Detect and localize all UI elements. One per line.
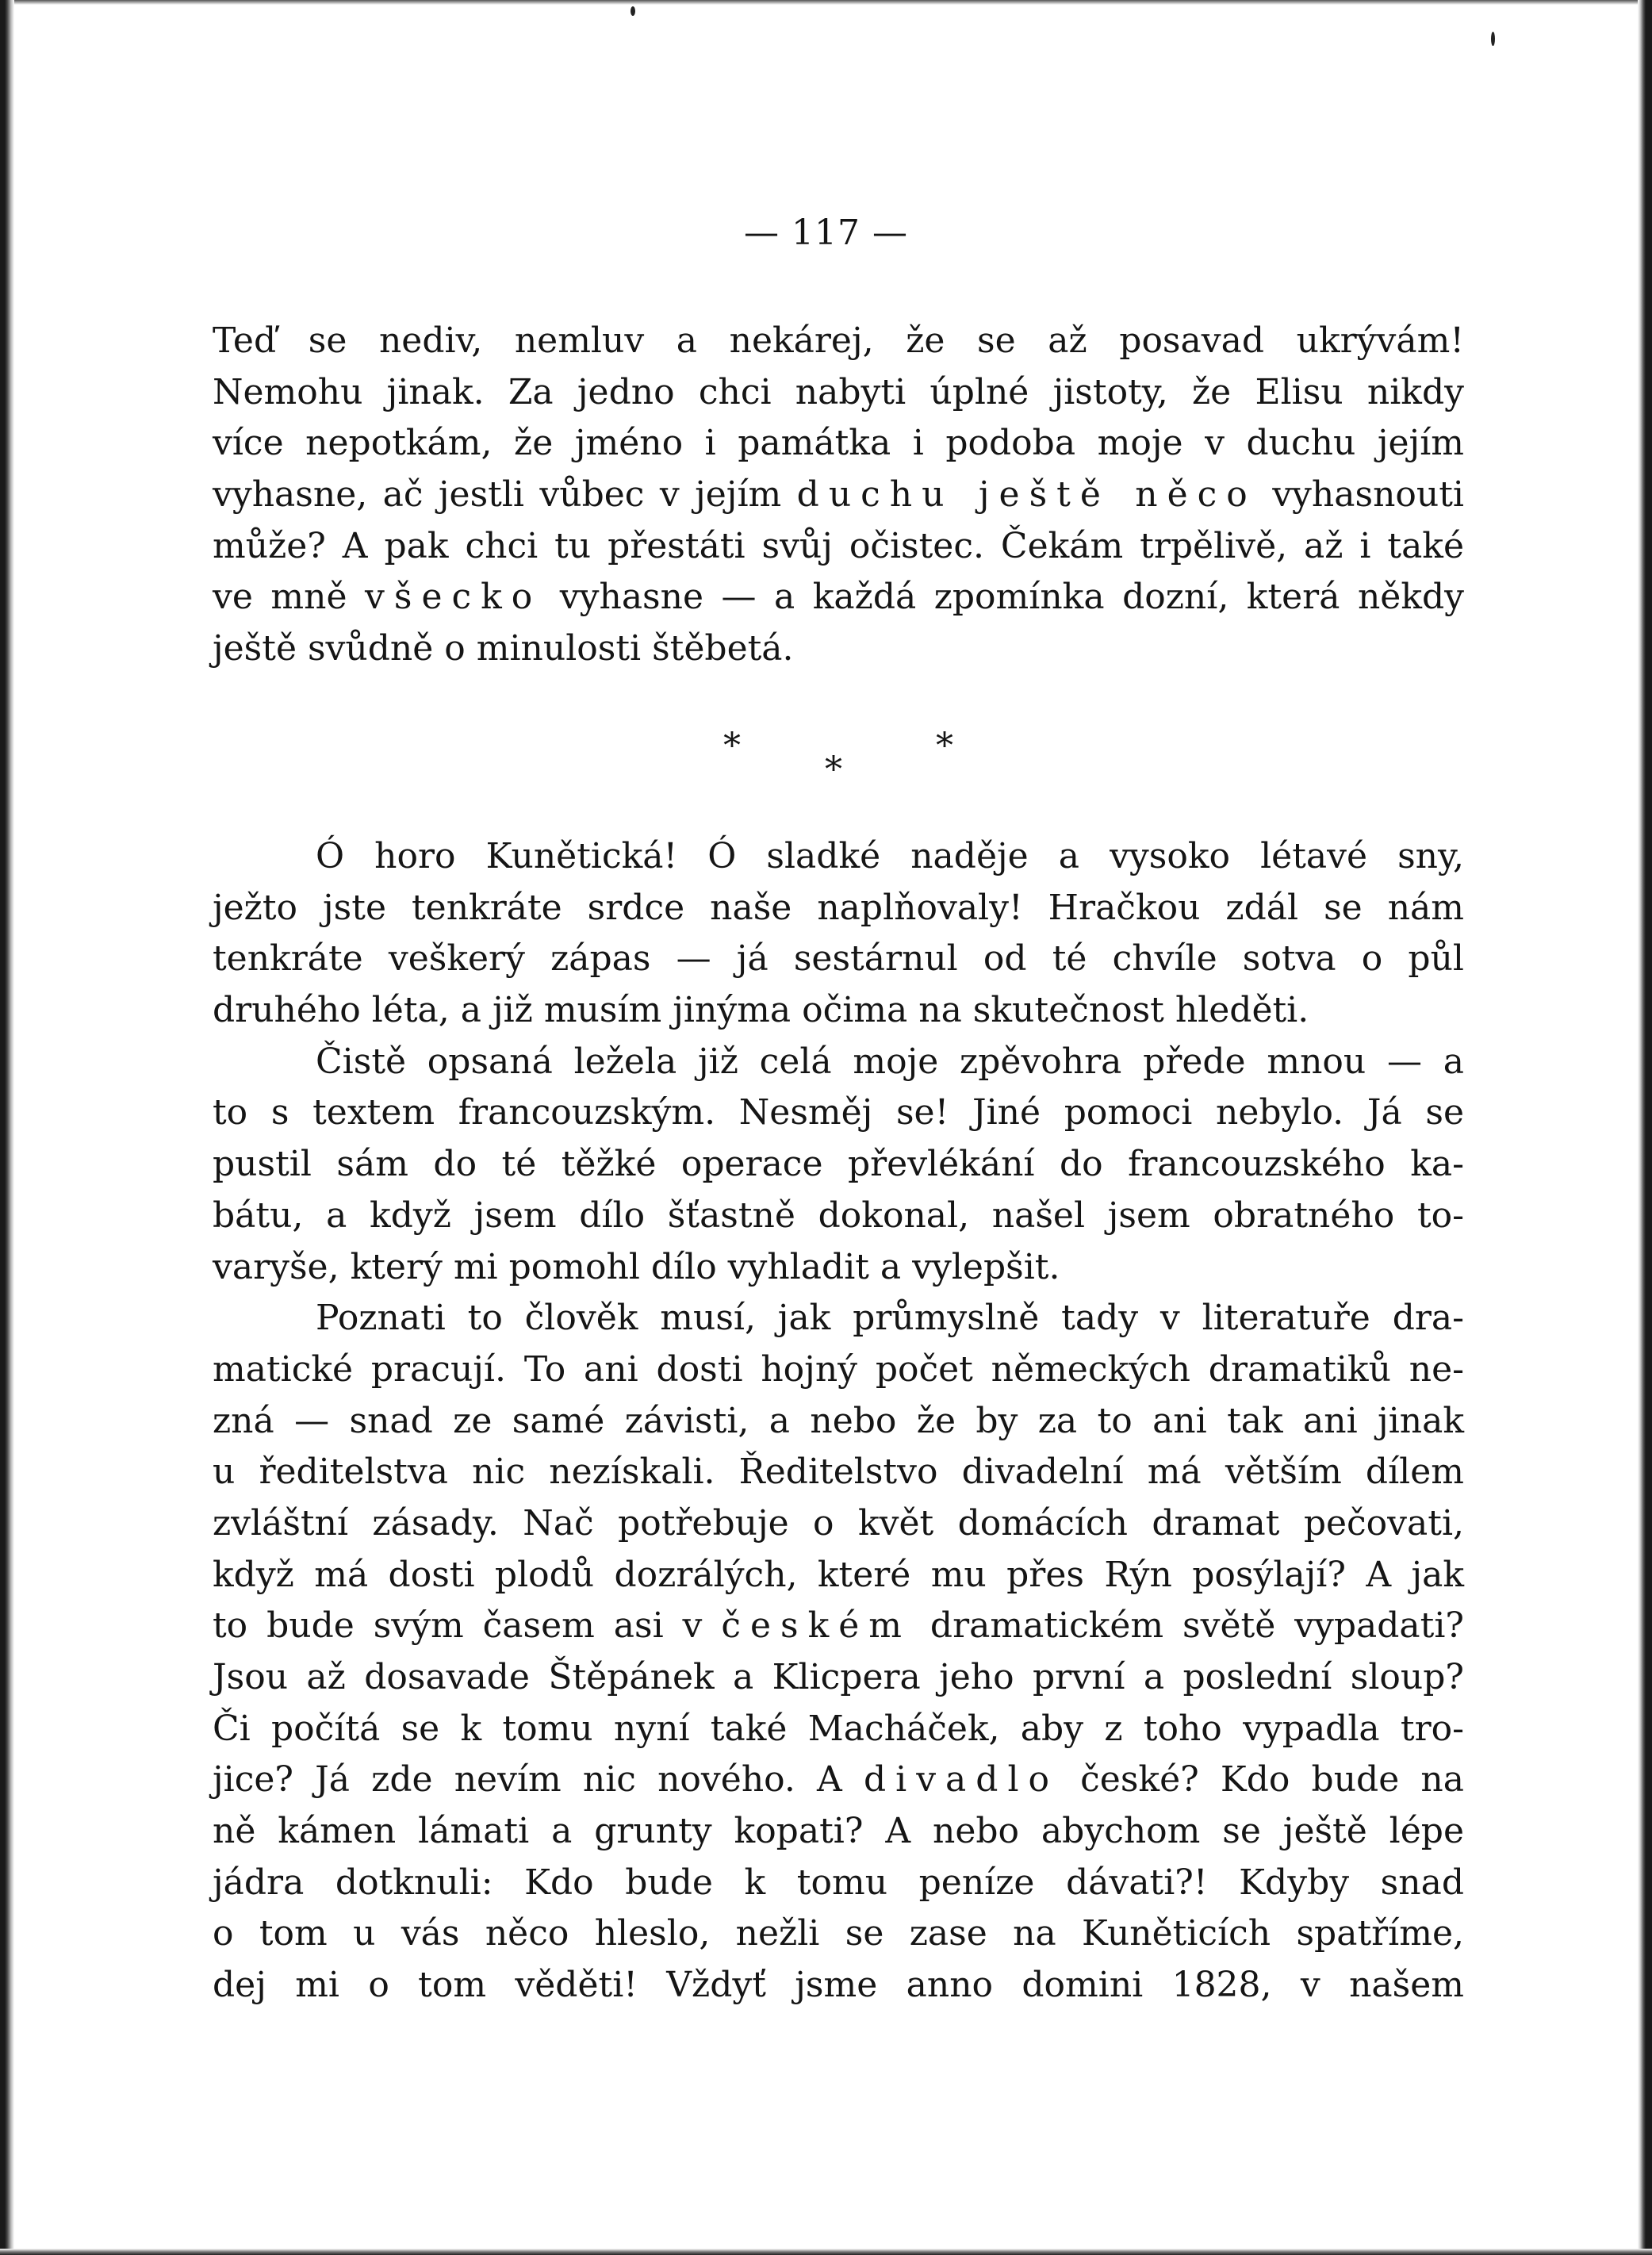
spaced-emphasis: duchu ještě něco: [796, 474, 1257, 516]
text-line: ještě svůdně o minulosti štěbetá.: [213, 628, 794, 669]
text-line: dej mi o tom věděti! Vždyť jsme anno domini 1828, v našem: [213, 1965, 1464, 2006]
text-line: o tom u vás něco hleslo, nežli se zase na Kuněticích spatříme,: [213, 1913, 1464, 1954]
text-line: Čistě opsaná ležela již celá moje zpěvohra přede mnou — a: [316, 1041, 1464, 1082]
text-line: zvláštní zásady. Nač potřebuje o květ domácích dramat pečovati,: [213, 1502, 1464, 1544]
text-line: to s textem francouzským. Nesměj se! Jiné pomoci nebylo. Já se: [213, 1092, 1464, 1133]
text-line: Jsou až dosavade Štěpánek a Klicpera jeho první a poslední sloup?: [213, 1657, 1464, 1697]
text-line: Či počítá se k tomu nyní také Macháček, aby z toho vypadla tro-: [213, 1708, 1464, 1749]
text-line: více nepotkám, že jméno i památka i podoba moje v duchu jejím: [213, 423, 1464, 464]
scan-speck: [1491, 32, 1495, 46]
text-line: pustil sám do té těžké operace převlékání do francouzského ka-: [213, 1144, 1464, 1185]
text-line: zná — snad ze samé závisti, a nebo že by za to ani tak ani jinak: [213, 1400, 1464, 1441]
text-line: Ó horo Kunětická! Ó sladké naděje a vysoko létavé sny,: [316, 836, 1464, 876]
text-line: tenkráte veškerý zápas — já sestárnul od té chvíle sotva o půl: [213, 938, 1464, 980]
asterisk: *: [723, 726, 741, 766]
page-edge-right: [1638, 0, 1652, 2255]
text-line: může? A pak chci tu přestáti svůj očistec. Čekám trpělivě, až i také: [213, 525, 1464, 566]
text-line: to bude svým časem asi v českém dramatickém světě vypadati?: [213, 1605, 1465, 1647]
asterisk: *: [936, 726, 953, 766]
text-line: ve mně všecko vyhasne — a každá zpomínka dozní, která někdy: [213, 577, 1465, 618]
text-line: u ředitelstva nic nezískali. Ředitelstvo divadelní má větším dílem: [213, 1452, 1464, 1493]
paragraph-2: [213, 831, 1464, 2011]
text-line: bátu, a když jsem dílo šťastně dokonal, našel jsem obratného to-: [213, 1195, 1464, 1236]
spaced-emphasis: všecko: [365, 577, 542, 618]
asterisk: *: [825, 750, 842, 790]
text-line: Teď se nediv, nemluv a nekárej, že se až posavad ukrývám!: [213, 320, 1464, 361]
paragraph-1: [213, 316, 1464, 675]
scan-speck: [631, 6, 635, 16]
spaced-emphasis: českém: [721, 1605, 912, 1647]
text-line: Poznati to člověk musí, jak průmyslně tady v literatuře dra-: [316, 1298, 1464, 1339]
text-line: Nemohu jinak. Za jedno chci nabyti úplné jistoty, že Elisu nikdy: [213, 371, 1464, 412]
text-line: vyhasne, ač jestli vůbec v jejím duchu ještě něco vyhasnouti: [213, 474, 1464, 516]
text-line: jádra dotknuli: Kdo bude k tomu peníze dávati?! Kdyby snad: [213, 1862, 1464, 1903]
section-separator: [0, 726, 1652, 789]
page-edge-top: [0, 0, 1652, 5]
text-line: matické pracují. To ani dosti hojný počet německých dramatiků ne-: [213, 1348, 1464, 1390]
text-line: ježto jste tenkráte srdce naše naplňovaly! Hračkou zdál se nám: [213, 887, 1464, 928]
text-line: varyše, který mi pomohl dílo vyhladit a vylepšit.: [213, 1246, 1060, 1287]
text-line: když má dosti plodů dozrálých, které mu přes Rýn posýlají? A jak: [213, 1554, 1464, 1595]
text-line: jice? Já zde nevím nic nového. A divadlo české? Kdo bude na: [213, 1759, 1464, 1801]
page-edge-left: [0, 0, 14, 2255]
spaced-emphasis: divadlo: [863, 1759, 1060, 1801]
page-number: — 117 —: [744, 213, 908, 253]
text-line: druhého léta, a již musím jinýma očima na skutečnost hleděti.: [213, 990, 1309, 1031]
page-edge-bottom: [0, 2249, 1652, 2255]
text-line: ně kámen lámati a grunty kopati? A nebo abychom se ještě lépe: [213, 1811, 1464, 1852]
